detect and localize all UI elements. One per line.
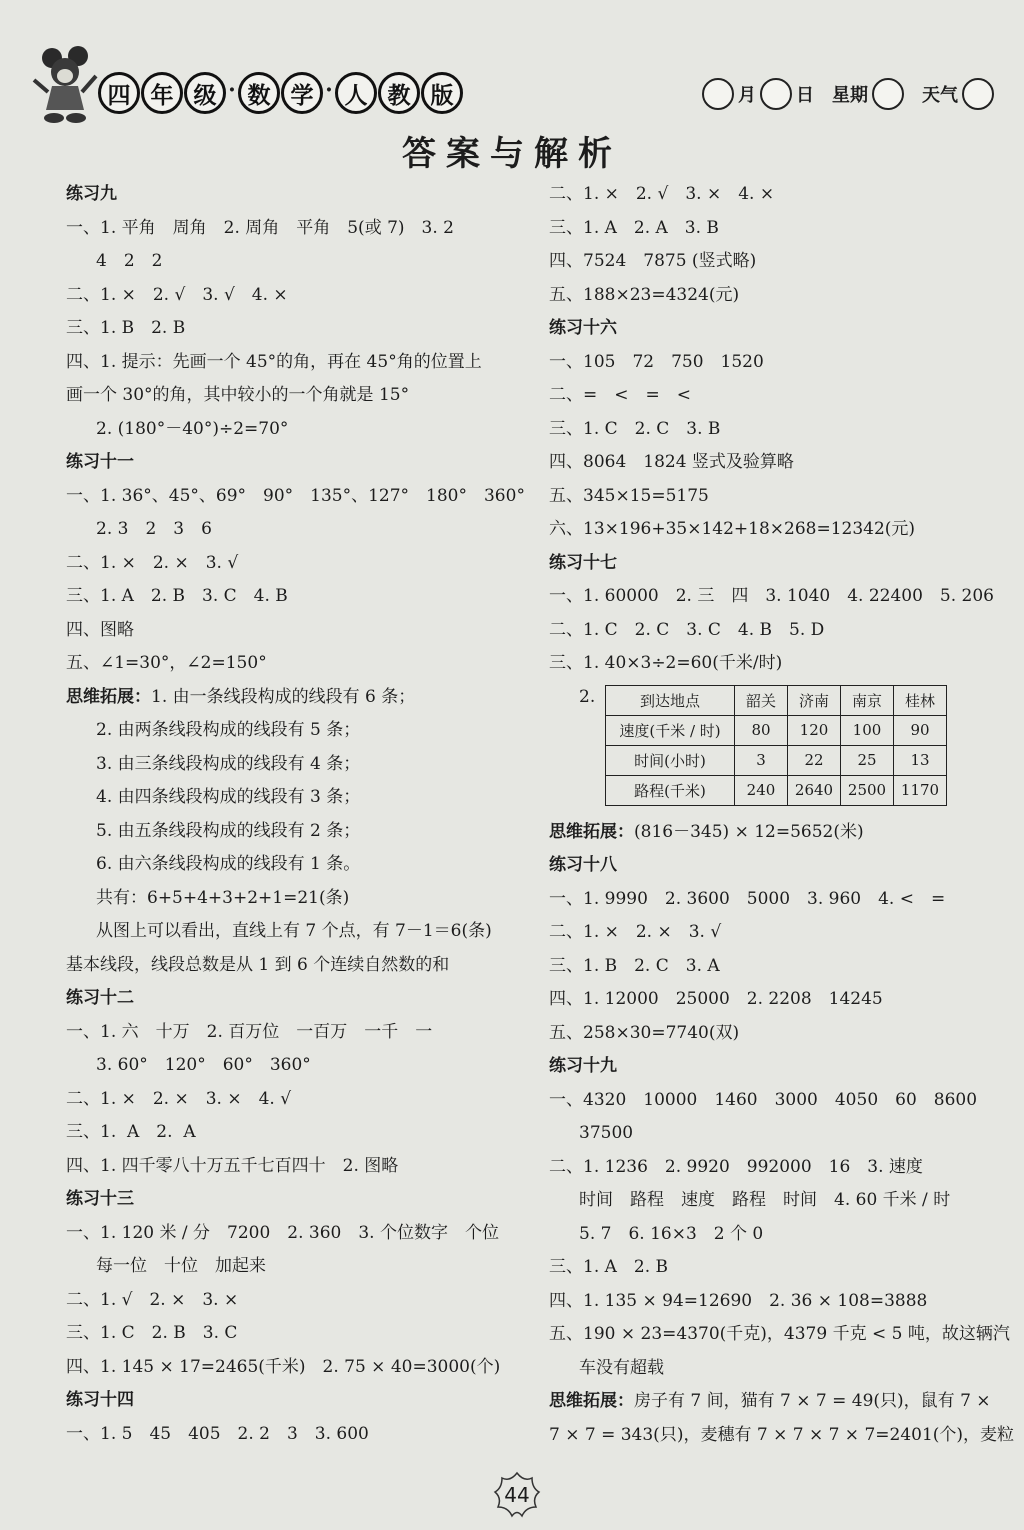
section-heading: 练习十六: [549, 318, 617, 338]
answer-line: 五、345×15=5175: [549, 485, 709, 506]
answer-line: 7 × 7 = 343(只)，麦穗有 7 × 7 × 7 × 7=2401(个)，麦粒: [549, 1424, 1015, 1445]
answer-line: 二、1. × 2. √ 3. × 4. ×: [549, 184, 775, 204]
weather-label: 天气: [922, 85, 958, 106]
date-weather-fields: [702, 78, 994, 110]
day-label: 日: [796, 85, 814, 106]
answer-line: 二、1. × 2. × 3. × 4. √: [66, 1088, 292, 1109]
answer-line: 5. 由五条线段构成的线段有 2 条；: [96, 820, 361, 841]
answer-line: 3. 由三条线段构成的线段有 4 条；: [96, 753, 361, 774]
title-char: 人: [335, 72, 377, 114]
section-heading: 练习九: [66, 184, 117, 204]
table-cell: 桂林: [894, 685, 947, 715]
answer-line: 四、图略: [66, 619, 134, 640]
answer-line: [66, 681, 506, 715]
answer-line: 4. 由四条线段构成的线段有 3 条；: [96, 787, 361, 807]
weather-blank: [962, 78, 994, 110]
answer-line: 2. (180°－40°)÷2=70°: [96, 418, 289, 439]
section-heading: 练习十二: [66, 988, 134, 1008]
answer-line: 二、1. C 2. C 3. C 4. B 5. D: [549, 619, 825, 640]
answer-line: [549, 1385, 989, 1419]
title-char: 教: [378, 72, 420, 114]
answer-line: 四、1. 12000 25000 2. 2208 14245: [549, 989, 883, 1009]
page-header: [0, 0, 1024, 140]
row-header-cell: 速度(千米 / 时): [606, 715, 735, 745]
answer-line: 三、1. C 2. B 3. C: [66, 1323, 238, 1343]
cartoon-mascot-icon: [30, 40, 100, 125]
answer-line: 二、= < = <: [549, 385, 691, 405]
answer-line: 五、258×30=7740(双): [549, 1022, 740, 1043]
answer-line: 三、1. 40×3÷2=60(千米/时): [549, 653, 783, 673]
table-cell: 100: [841, 715, 894, 745]
table-cell: 25: [841, 745, 894, 775]
page-title: 答案与解析: [402, 134, 622, 174]
title-separator: ·: [325, 77, 333, 103]
answer-line: 一、1. 平角 周角 2. 周角 平角 5(或 7) 3. 2: [66, 217, 454, 238]
answer-line: 五、190 × 23=4370(千克)，4379 千克 < 5 吨，故这辆汽: [549, 1324, 1010, 1344]
table-cell: 济南: [788, 685, 841, 715]
table-cell: 2500: [841, 775, 894, 805]
page-number: [492, 1470, 542, 1520]
answer-line: 一、1. 36°、45°、69° 90° 135°、127° 180° 360°: [66, 485, 525, 506]
week-label: 星期: [832, 85, 868, 106]
speed-distance-table: [605, 685, 947, 806]
table-cell: 3: [735, 745, 788, 775]
table-cell: 120: [788, 715, 841, 745]
row-header-cell: 时间(小时): [606, 745, 735, 775]
answer-line: 一、4320 10000 1460 3000 4050 60 8600: [549, 1089, 978, 1110]
table-row: [606, 775, 947, 805]
answer-line: 3. 60° 120° 60° 360°: [96, 1055, 311, 1075]
answer-line: 二、1. × 2. √ 3. √ 4. ×: [66, 284, 288, 305]
answer-line: 二、1. √ 2. × 3. ×: [66, 1289, 239, 1310]
answer-line: 三、1. A 2. B: [549, 1257, 669, 1277]
answer-line: 时间 路程 速度 路程 时间 4. 60 千米 / 时: [579, 1190, 951, 1210]
table-cell: 80: [735, 715, 788, 745]
answer-line: 5. 7 6. 16×3 2 个 0: [579, 1223, 764, 1244]
grade-subject-title: [98, 72, 463, 114]
table-cell: 南京: [841, 685, 894, 715]
row-header-cell: 路程(千米): [606, 775, 735, 805]
answer-line: 从图上可以看出，直线上有 7 个点，有 7－1＝6(条): [96, 921, 492, 941]
answer-line: 三、1. A 2. A: [66, 1122, 196, 1142]
answer-line: 三、1. B 2. C 3. A: [549, 955, 720, 976]
table-row: [606, 685, 947, 715]
answer-line: [549, 816, 989, 850]
answer-line: 三、1. A 2. A 3. B: [549, 217, 719, 238]
answer-line: 四、1. 四千零八十万五千七百四十 2. 图略: [66, 1155, 399, 1176]
answer-line: 三、1. A 2. B 3. C 4. B: [66, 586, 288, 606]
title-char: 版: [421, 72, 463, 114]
table-cell: 13: [894, 745, 947, 775]
section-heading: 练习十一: [66, 452, 134, 472]
section-heading: 练习十三: [66, 1189, 134, 1209]
section-heading: 练习十八: [549, 855, 617, 875]
answer-line: 车没有超载: [579, 1357, 664, 1378]
right-answers-bottom: [549, 816, 1015, 1453]
answer-line: 4 2 2: [96, 251, 163, 271]
week-blank: [872, 78, 904, 110]
answer-line: 四、1. 145 × 17=2465(千米) 2. 75 × 40=3000(个): [66, 1356, 501, 1377]
table-cell: 22: [788, 745, 841, 775]
row-header-cell: 到达地点: [606, 685, 735, 715]
answer-line: 2. 由两条线段构成的线段有 5 条；: [96, 720, 361, 740]
left-answer-column: [66, 178, 525, 1451]
right-answers-top: [549, 178, 994, 681]
answer-line: 一、1. 5 45 405 2. 2 3 3. 600: [66, 1423, 369, 1444]
answer-line: 二、1. × 2. × 3. √: [66, 552, 239, 573]
answer-line: 共有：6+5+4+3+2+1=21(条): [96, 887, 350, 908]
table-row: [606, 745, 947, 775]
answer-line: 一、1. 120 米 / 分 7200 2. 360 3. 个位数字 个位: [66, 1222, 499, 1243]
right-answer-column: [549, 178, 1015, 1452]
answer-line: 三、1. B 2. B: [66, 318, 186, 338]
answer-line: 四、1. 135 × 94=12690 2. 36 × 108=3888: [549, 1290, 928, 1311]
answer-line: 2. 3 2 3 6: [96, 519, 212, 539]
section-heading: 练习十九: [549, 1056, 617, 1076]
table-item-number: 2.: [579, 686, 596, 707]
answer-line: 二、1. × 2. × 3. √: [549, 922, 722, 942]
section-heading: 练习十七: [549, 552, 617, 573]
extension-label: 思维拓展：: [549, 1391, 634, 1411]
answer-text: 房子有 7 间，猫有 7 × 7 = 49(只)，鼠有 7 ×: [634, 1391, 991, 1411]
answer-line: 六、13×196+35×142+18×268=12342(元): [549, 519, 916, 539]
extension-label: 思维拓展：: [549, 821, 634, 842]
table-cell: 1170: [894, 775, 947, 805]
extension-label: 思维拓展：: [66, 686, 151, 707]
answer-line: 37500: [579, 1123, 634, 1143]
answer-line: 五、188×23=4324(元): [549, 284, 740, 305]
title-char: 年: [141, 72, 183, 114]
page-number-text: 44: [504, 1483, 530, 1507]
answer-line: 一、1. 六 十万 2. 百万位 一百万 一千 一: [66, 1021, 433, 1042]
section-heading: 练习十四: [66, 1390, 134, 1410]
table-cell: 90: [894, 715, 947, 745]
month-label: 月: [738, 85, 756, 106]
title-char: 四: [98, 72, 140, 114]
answer-line: 五、∠1=30°，∠2=150°: [66, 653, 267, 673]
title-char: 级: [184, 72, 226, 114]
answer-line: 画一个 30°的角，其中较小的一个角就是 15°: [66, 385, 410, 405]
table-row: [606, 715, 947, 745]
table-cell: 韶关: [735, 685, 788, 715]
day-blank: [760, 78, 792, 110]
answer-line: 每一位 十位 加起来: [96, 1256, 266, 1276]
title-separator: ·: [228, 77, 236, 103]
title-char: 数: [238, 72, 280, 114]
answer-text: (816－345) × 12=5652(米): [634, 821, 864, 842]
speed-table-block: [549, 681, 989, 816]
answer-line: 一、105 72 750 1520: [549, 351, 764, 372]
answer-line: 四、8064 1824 竖式及验算略: [549, 452, 794, 472]
title-char: 学: [281, 72, 323, 114]
answer-line: 6. 由六条线段构成的线段有 1 条。: [96, 854, 361, 874]
answer-line: 四、7524 7875 (竖式略): [549, 251, 757, 271]
answer-line: 一、1. 60000 2. 三 四 3. 1040 4. 22400 5. 206: [549, 586, 994, 606]
answer-line: 四、1. 提示：先画一个 45°的角，再在 45°角的位置上: [66, 351, 482, 372]
answer-line: 基本线段，线段总数是从 1 到 6 个连续自然数的和: [66, 954, 450, 975]
answer-text: 1. 由一条线段构成的线段有 6 条；: [151, 686, 416, 707]
answer-line: 二、1. 1236 2. 9920 992000 16 3. 速度: [549, 1156, 923, 1177]
answer-line: 三、1. C 2. C 3. B: [549, 418, 721, 439]
month-blank: [702, 78, 734, 110]
answer-line: 一、1. 9990 2. 3600 5000 3. 960 4. < =: [549, 888, 946, 909]
table-cell: 2640: [788, 775, 841, 805]
table-cell: 240: [735, 775, 788, 805]
